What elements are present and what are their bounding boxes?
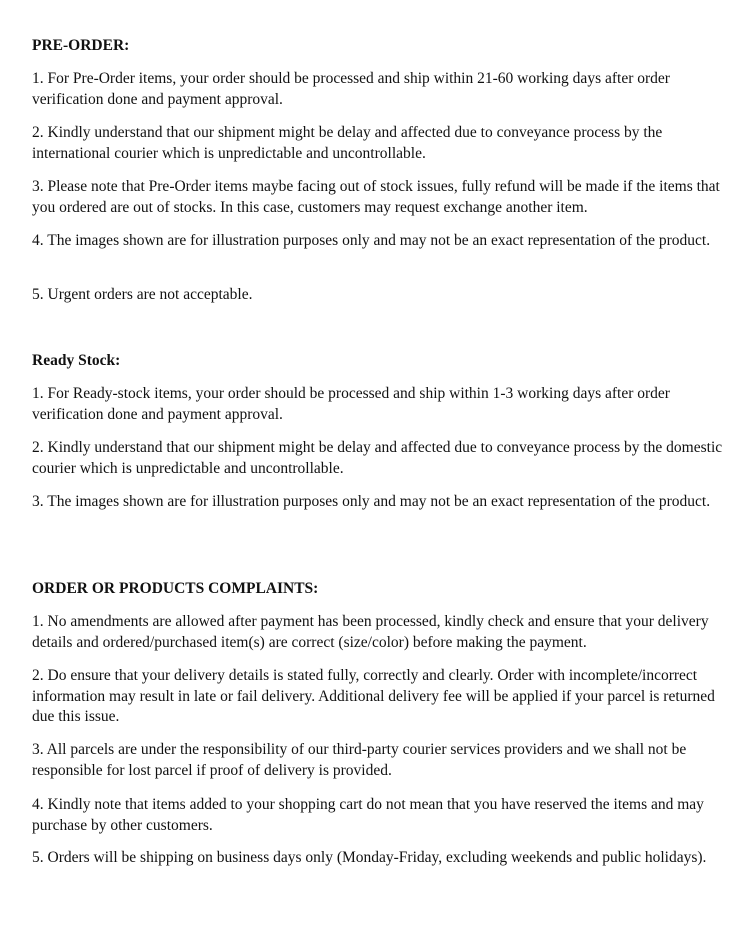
- pre-order-item-1: 1. For Pre-Order items, your order should be processed and ship within 21-60 working days after order verification done and payment approval.: [32, 70, 670, 108]
- pre-order-item-5: 5. Urgent orders are not acceptable.: [32, 286, 253, 303]
- ready-stock-item-1: 1. For Ready-stock items, your order should be processed and ship within 1-3 working days after order verification done and payment approval.: [32, 385, 670, 423]
- ready-stock-item-3: 3. The images shown are for illustration purposes only and may not be an exact representation of the product.: [32, 493, 711, 510]
- section-heading-complaints: ORDER OR PRODUCTS COMPLAINTS:: [32, 580, 319, 597]
- section-heading-ready-stock: Ready Stock:: [32, 352, 121, 369]
- pre-order-item-4: 4. The images shown are for illustration purposes only and may not be an exact representation of the product.: [32, 232, 711, 249]
- complaints-item-3: 3. All parcels are under the responsibility of our third-party courier services providers and we shall not be responsible for lost parcel if proof of delivery is provided.: [32, 741, 687, 779]
- pre-order-item-2: 2. Kindly understand that our shipment might be delay and affected due to conveyance process by the international courier which is unpredictable and uncontrollable.: [32, 124, 663, 162]
- pre-order-item-3: 3. Please note that Pre-Order items maybe facing out of stock issues, fully refund will be made if the items that you ordered are out of stocks. In this case, customers may request exchange another item.: [32, 178, 720, 216]
- complaints-item-1: 1. No amendments are allowed after payment has been processed, kindly check and ensure that your delivery details and ordered/purchased item(s) are correct (size/color) before making the payment.: [32, 613, 709, 651]
- section-heading-pre-order: PRE-ORDER:: [32, 37, 130, 54]
- complaints-item-5: 5. Orders will be shipping on business days only (Monday-Friday, excluding weekends and public holidays).: [32, 849, 707, 866]
- complaints-item-4: 4. Kindly note that items added to your shopping cart do not mean that you have reserved the items and may purchase by other customers.: [32, 796, 704, 834]
- complaints-item-2: 2. Do ensure that your delivery details is stated fully, correctly and clearly. Order with incomplete/incorrect information may result in late or fail delivery. Additional delivery fee will be applied if your parcel is returned due this issue.: [32, 667, 715, 725]
- ready-stock-item-2: 2. Kindly understand that our shipment might be delay and affected due to conveyance process by the domestic courier which is unpredictable and uncontrollable.: [32, 439, 723, 477]
